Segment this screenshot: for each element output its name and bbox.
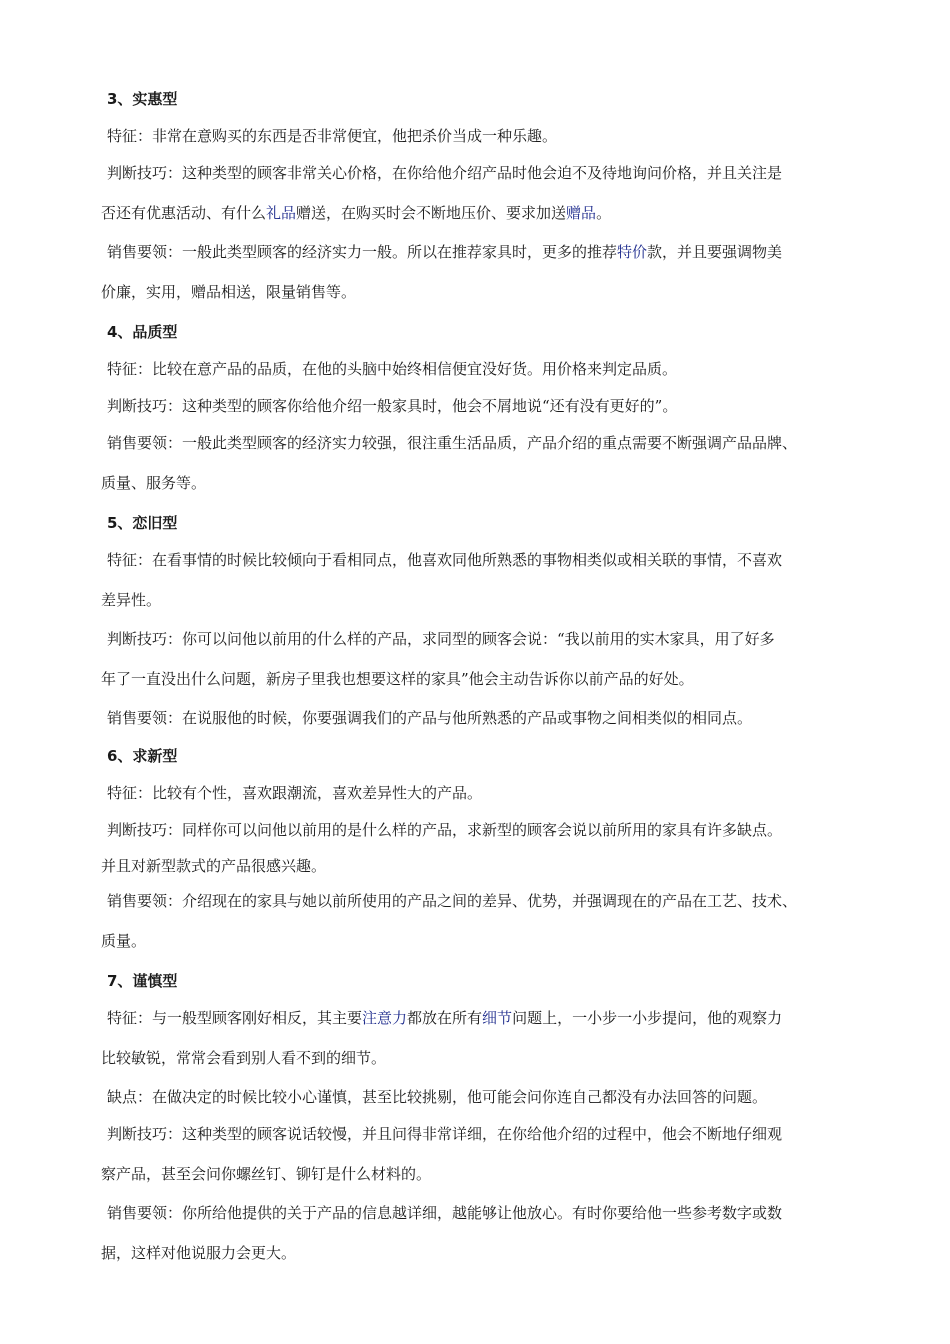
- link-detail[interactable]: 细节: [482, 1009, 513, 1027]
- paragraph-line: 判断技巧：这种类型的顾客非常关心价格，在你给他介绍产品时他会迫不及待地询问价格，并且关注是: [107, 164, 783, 182]
- paragraph-line: 特征：在看事情的时候比较倾向于看相同点，他喜欢同他所熟悉的事物相类似或相关联的事情，不喜欢: [107, 551, 783, 569]
- paragraph-continuation: 据，这样对他说服力会更大。: [101, 1244, 297, 1262]
- paragraph-line: 销售要领：你所给他提供的关于产品的信息越详细，越能够让他放心。有时你要给他一些参考数字或数: [107, 1204, 783, 1222]
- paragraph-continuation: 察产品，甚至会问你螺丝钉、铆钉是什么材料的。: [101, 1165, 432, 1183]
- paragraph-judgement: [101, 388, 871, 425]
- paragraph-weakness: [101, 1079, 871, 1116]
- paragraph-continuation: 并且对新型款式的产品很感兴趣。: [101, 857, 327, 875]
- text-run: 赠送，在购买时会不断地压价、要求加送: [296, 204, 567, 222]
- link-giveaway[interactable]: 赠品: [566, 204, 597, 222]
- paragraph-continuation: 年了一直没出什么问题，新房子里我也想要这样的家具”他会主动告诉你以前产品的好处。: [101, 670, 694, 688]
- text-run: 否还有优惠活动、有什么: [101, 204, 267, 222]
- paragraph-judgement: [101, 1116, 871, 1195]
- paragraph-line: 特征：比较在意产品的品质，在他的头脑中始终相信便宜没好货。用价格来判定品质。: [107, 360, 678, 378]
- paragraph-feature: [101, 351, 871, 388]
- text-run: 款，并且要强调物美: [647, 243, 783, 261]
- paragraph-feature: [101, 542, 871, 621]
- text-run: 问题上，一小步一小步提问，他的观察力: [512, 1009, 783, 1027]
- paragraph-line: 特征：非常在意购买的东西是否非常便宜，他把杀价当成一种乐趣。: [107, 127, 558, 145]
- paragraph-continuation: 差异性。: [101, 591, 162, 609]
- paragraph-sales-tips: [101, 700, 871, 737]
- paragraph-judgement: [101, 812, 871, 883]
- paragraph-continuation: 质量。: [101, 932, 147, 950]
- paragraph-line: 缺点：在做决定的时候比较小心谨慎，甚至比较挑剔，他可能会问你连自己都没有办法回答的问题。: [107, 1088, 768, 1106]
- paragraph-line: 销售要领：在说服他的时候，你要强调我们的产品与他所熟悉的产品或事物之间相类似的相同点。: [107, 709, 753, 727]
- link-special-price[interactable]: 特价: [617, 243, 648, 261]
- paragraph-continuation: [101, 192, 871, 234]
- section-title-4: 4、品质型: [107, 323, 178, 341]
- link-attention[interactable]: 注意力: [362, 1009, 408, 1027]
- section-title-6: 6、求新型: [107, 747, 178, 765]
- section-title-7: 7、谨慎型: [107, 972, 178, 990]
- paragraph-continuation: 比较敏锐，常常会看到别人看不到的细节。: [101, 1049, 387, 1067]
- paragraph-feature: [101, 118, 871, 155]
- paragraph-judgement: [101, 621, 871, 700]
- paragraph-continuation: 价廉，实用，赠品相送，限量销售等。: [101, 283, 357, 301]
- paragraph-line: 判断技巧：你可以问他以前用的什么样的产品，求同型的顾客会说：“我以前用的实木家具，用了好多: [107, 630, 775, 648]
- paragraph-sales-tips: [101, 883, 871, 962]
- text-run: 特征：与一般型顾客刚好相反，其主要: [107, 1009, 363, 1027]
- text-run: 。: [596, 204, 612, 222]
- link-gift[interactable]: 礼品: [266, 204, 297, 222]
- paragraph-line: 判断技巧：这种类型的顾客你给他介绍一般家具时，他会不屑地说“还有没有更好的”。: [107, 397, 678, 415]
- paragraph-sales-tips: [101, 1195, 871, 1274]
- section-title-5: 5、恋旧型: [107, 514, 178, 532]
- paragraph-line: 销售要领：一般此类型顾客的经济实力较强，很注重生活品质，产品介绍的重点需要不断强调产品品牌、: [107, 434, 798, 452]
- text-run: 都放在所有: [407, 1009, 483, 1027]
- paragraph-continuation: 质量、服务等。: [101, 474, 207, 492]
- document-page: [101, 80, 871, 1274]
- paragraph-line: 特征：比较有个性，喜欢跟潮流，喜欢差异性大的产品。: [107, 784, 483, 802]
- paragraph-judgement: [101, 155, 871, 234]
- paragraph-sales-tips: [101, 234, 871, 313]
- paragraph-line: 销售要领：介绍现在的家具与她以前所使用的产品之间的差异、优势，并强调现在的产品在工艺、技术、: [107, 892, 798, 910]
- text-run: 销售要领：一般此类型顾客的经济实力一般。所以在推荐家具时，更多的推荐: [107, 243, 618, 261]
- paragraph-line: 判断技巧：同样你可以问他以前用的是什么样的产品，求新型的顾客会说以前所用的家具有许多缺点。: [107, 821, 783, 839]
- paragraph-feature: [101, 1000, 871, 1079]
- paragraph-feature: [101, 775, 871, 812]
- paragraph-sales-tips: [101, 425, 871, 504]
- paragraph-line: 判断技巧：这种类型的顾客说话较慢，并且问得非常详细，在你给他介绍的过程中，他会不断地仔细观: [107, 1125, 783, 1143]
- section-title-3: 3、实惠型: [107, 90, 178, 108]
